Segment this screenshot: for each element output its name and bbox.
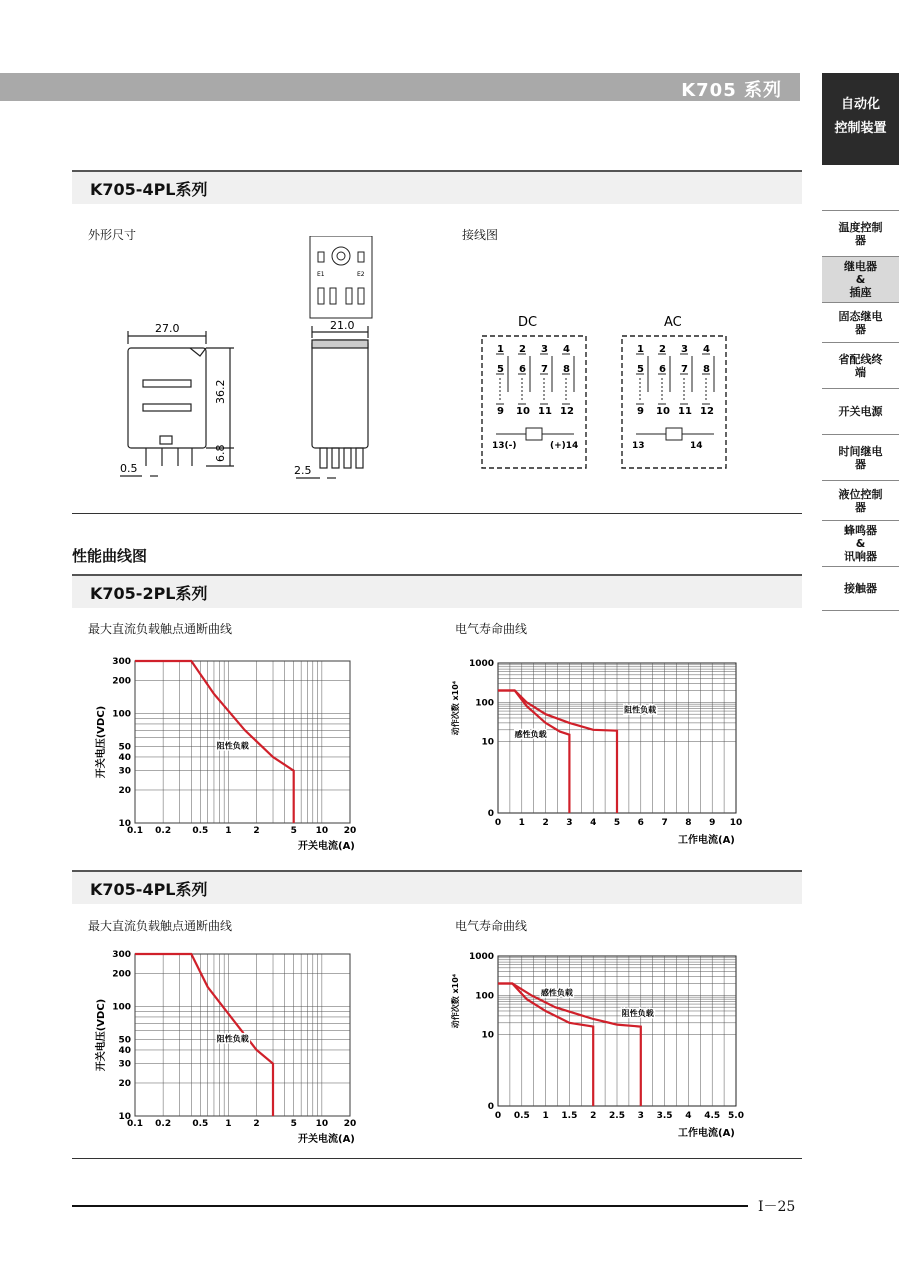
terminal-label: 10 (516, 406, 530, 417)
coil-ac-left-label: 13 (632, 441, 645, 451)
side-item[interactable]: 省配线终 端 (822, 342, 899, 388)
terminal-label: 8 (703, 364, 710, 375)
terminal-label: 2 (659, 344, 666, 355)
x-tick-label: 10 (315, 826, 329, 836)
x-tick-label: 0 (494, 1111, 502, 1121)
x-tick-label: 20 (343, 1119, 357, 1129)
y-tick-label: 10 (118, 819, 131, 829)
terminal-label: 3 (681, 344, 688, 355)
dim-pin: 6.8 (214, 444, 227, 462)
x-tick-label: 2.5 (609, 1111, 625, 1121)
section-title: K705-4PL系列 (90, 180, 208, 199)
section-title: K705-4PL系列 (90, 880, 208, 899)
terminal-label: 12 (700, 406, 714, 417)
section-header-k705-4pl-perf (72, 870, 802, 904)
y-tick-label: 0 (487, 1102, 494, 1112)
terminal-label: 6 (659, 364, 666, 375)
y-tick-label: 100 (475, 991, 494, 1002)
terminal-label: 3 (541, 344, 548, 355)
divider (72, 1158, 802, 1159)
x-axis-label: 开关电流(A) (298, 1134, 355, 1145)
chart-title-life: 电气寿命曲线 (455, 622, 528, 636)
terminal-label: 1 (497, 344, 504, 355)
terminal-label: 4 (703, 344, 710, 355)
page-number: I－25 (758, 1199, 796, 1215)
y-tick-label: 50 (118, 1035, 131, 1046)
terminal-label: 2 (519, 344, 526, 355)
x-tick-label: 10 (315, 1119, 329, 1129)
x-tick-label: 0.5 (513, 1111, 530, 1121)
series-label: 感性负载 (514, 730, 547, 740)
side-item[interactable]: 开关电源 (822, 388, 899, 434)
y-tick-label: 30 (118, 766, 131, 777)
y-tick-label: 1000 (468, 659, 494, 669)
y-tick-label: 30 (118, 1059, 131, 1070)
x-tick-label: 0.1 (127, 1119, 143, 1129)
x-tick-label: 3 (637, 1111, 644, 1121)
terminal-label: 6 (519, 364, 526, 375)
terminal-label: 5 (637, 364, 644, 375)
y-tick-label: 40 (118, 1045, 131, 1056)
wiring-label: 接线图 (462, 228, 499, 242)
x-tick-label: 0.5 (192, 1119, 209, 1129)
x-axis-label: 工作电流(A) (678, 1128, 735, 1139)
performance-title: 性能曲线图 (72, 547, 148, 565)
dim-pin-width: 0.5 (120, 462, 138, 475)
coil-pos-label: (+)14 (550, 441, 579, 451)
terminal-label: 7 (681, 364, 688, 375)
terminal-label: 11 (678, 406, 692, 417)
y-tick-label: 100 (112, 1002, 131, 1013)
socket-label-e1: E1 (317, 271, 325, 278)
x-tick-label: 5 (613, 818, 621, 828)
x-tick-label: 8 (685, 818, 692, 828)
y-axis-label: 开关电压(VDC) (96, 705, 107, 779)
x-axis-label: 开关电流(A) (298, 841, 355, 852)
series-label: 感性负载 (540, 988, 573, 998)
side-item[interactable]: 固态继电 器 (822, 302, 899, 342)
x-tick-label: 0.2 (155, 1119, 172, 1129)
x-tick-label: 9 (709, 818, 716, 828)
y-axis-label: 动作次数 x10⁴ (451, 973, 460, 1029)
y-tick-label: 300 (112, 657, 131, 667)
y-tick-label: 40 (118, 752, 131, 763)
y-tick-label: 10 (481, 737, 494, 748)
side-main-tab[interactable] (822, 73, 899, 165)
wiring-dc-label: DC (518, 315, 538, 330)
y-axis-label: 开关电压(VDC) (96, 998, 107, 1072)
footer-rule (72, 1205, 748, 1207)
series-header-bar (0, 73, 800, 101)
x-tick-label: 3 (566, 818, 573, 828)
x-tick-label: 1 (518, 818, 525, 828)
terminal-label: 7 (541, 364, 548, 375)
x-tick-label: 10 (729, 818, 743, 828)
side-item[interactable]: 液位控制 器 (822, 480, 899, 520)
series-label: 阻性负载 (216, 741, 249, 751)
side-main-tab-label: 自动化 控制装置 (834, 97, 887, 136)
side-list-end (822, 610, 899, 611)
x-tick-label: 0.1 (127, 826, 143, 836)
y-tick-label: 200 (112, 969, 131, 980)
section-title: K705-2PL系列 (90, 584, 208, 603)
terminal-label: 9 (497, 406, 504, 417)
x-tick-label: 6 (637, 818, 644, 828)
side-item[interactable]: 时间继电 器 (822, 434, 899, 480)
y-tick-label: 1000 (468, 952, 494, 962)
x-tick-label: 2 (590, 1111, 597, 1121)
y-tick-label: 10 (481, 1030, 494, 1041)
x-tick-label: 4.5 (704, 1111, 721, 1121)
series-title: K705 系列 (681, 80, 782, 101)
terminal-label: 1 (637, 344, 644, 355)
x-tick-label: 0.5 (192, 826, 209, 836)
terminal-label: 12 (560, 406, 574, 417)
y-tick-label: 100 (112, 709, 131, 720)
chart-dc-load-2pl (90, 645, 380, 865)
coil-ac-right-label: 14 (690, 441, 703, 451)
x-tick-label: 20 (343, 826, 357, 836)
x-tick-label: 2 (542, 818, 549, 828)
x-tick-label: 5 (290, 1119, 297, 1129)
chart-life-4pl (450, 938, 760, 1153)
y-tick-label: 100 (475, 698, 494, 709)
dim-depth: 21.0 (330, 319, 355, 332)
dimension-drawing (110, 236, 380, 486)
y-tick-label: 20 (118, 1078, 131, 1089)
x-tick-label: 5 (290, 826, 297, 836)
terminal-label: 5 (497, 364, 504, 375)
coil-ac (666, 428, 682, 440)
y-tick-label: 200 (112, 676, 131, 687)
x-tick-label: 1 (225, 1119, 232, 1129)
relay-side-view (296, 326, 368, 478)
side-category-list (822, 210, 899, 611)
y-tick-label: 50 (118, 742, 131, 753)
section-header-k705-2pl (72, 574, 802, 608)
dim-pin-pitch: 2.5 (294, 464, 312, 477)
x-tick-label: 3.5 (656, 1111, 673, 1121)
series-line (135, 661, 294, 823)
y-tick-label: 300 (112, 950, 131, 960)
x-tick-label: 0 (494, 818, 502, 828)
dim-height: 36.2 (214, 379, 227, 404)
wiring-ac-label: AC (664, 315, 682, 330)
divider (72, 513, 802, 514)
side-item[interactable]: 接触器 (822, 566, 899, 610)
x-axis-label: 工作电流(A) (678, 835, 735, 846)
x-tick-label: 5.0 (728, 1111, 744, 1121)
socket-label-e2: E2 (357, 271, 365, 278)
terminal-label: 11 (538, 406, 552, 417)
chart-title-dc-load: 最大直流负载触点通断曲线 (88, 919, 233, 933)
chart-dc-load-4pl (90, 938, 380, 1153)
series-label: 阻性负载 (624, 705, 657, 715)
terminal-label: 9 (637, 406, 644, 417)
x-tick-label: 0.2 (155, 826, 172, 836)
x-tick-label: 7 (661, 818, 668, 828)
side-item[interactable]: 继电器 & 插座 (822, 256, 899, 302)
chart-life-2pl (450, 645, 760, 860)
coil-dc (526, 428, 542, 440)
y-tick-label: 10 (118, 1112, 131, 1122)
dim-width: 27.0 (155, 322, 180, 335)
terminal-label: 8 (563, 364, 570, 375)
series-line (135, 954, 273, 1116)
y-tick-label: 20 (118, 785, 131, 796)
section-header-k705-4pl (72, 170, 802, 204)
coil-neg-label: 13(-) (492, 441, 517, 451)
y-axis-label: 动作次数 x10⁴ (451, 680, 460, 736)
terminal-label: 4 (563, 344, 570, 355)
x-tick-label: 1 (225, 826, 232, 836)
x-tick-label: 1 (542, 1111, 549, 1121)
wiring-diagrams (470, 312, 730, 482)
series-label: 阻性负载 (216, 1034, 249, 1044)
chart-title-life: 电气寿命曲线 (455, 919, 528, 933)
dimension-label: 外形尺寸 (88, 228, 137, 242)
terminal-label: 10 (656, 406, 670, 417)
x-tick-label: 1.5 (561, 1111, 578, 1121)
x-tick-label: 4 (590, 818, 597, 828)
side-item[interactable]: 蜂鸣器 & 讯响器 (822, 520, 899, 566)
chart-title-dc-load: 最大直流负载触点通断曲线 (88, 622, 233, 636)
x-tick-label: 2 (253, 826, 260, 836)
y-tick-label: 0 (487, 809, 494, 819)
series-label: 阻性负载 (621, 1008, 654, 1018)
x-tick-label: 4 (685, 1111, 692, 1121)
side-item[interactable]: 温度控制 器 (822, 210, 899, 256)
x-tick-label: 2 (253, 1119, 260, 1129)
